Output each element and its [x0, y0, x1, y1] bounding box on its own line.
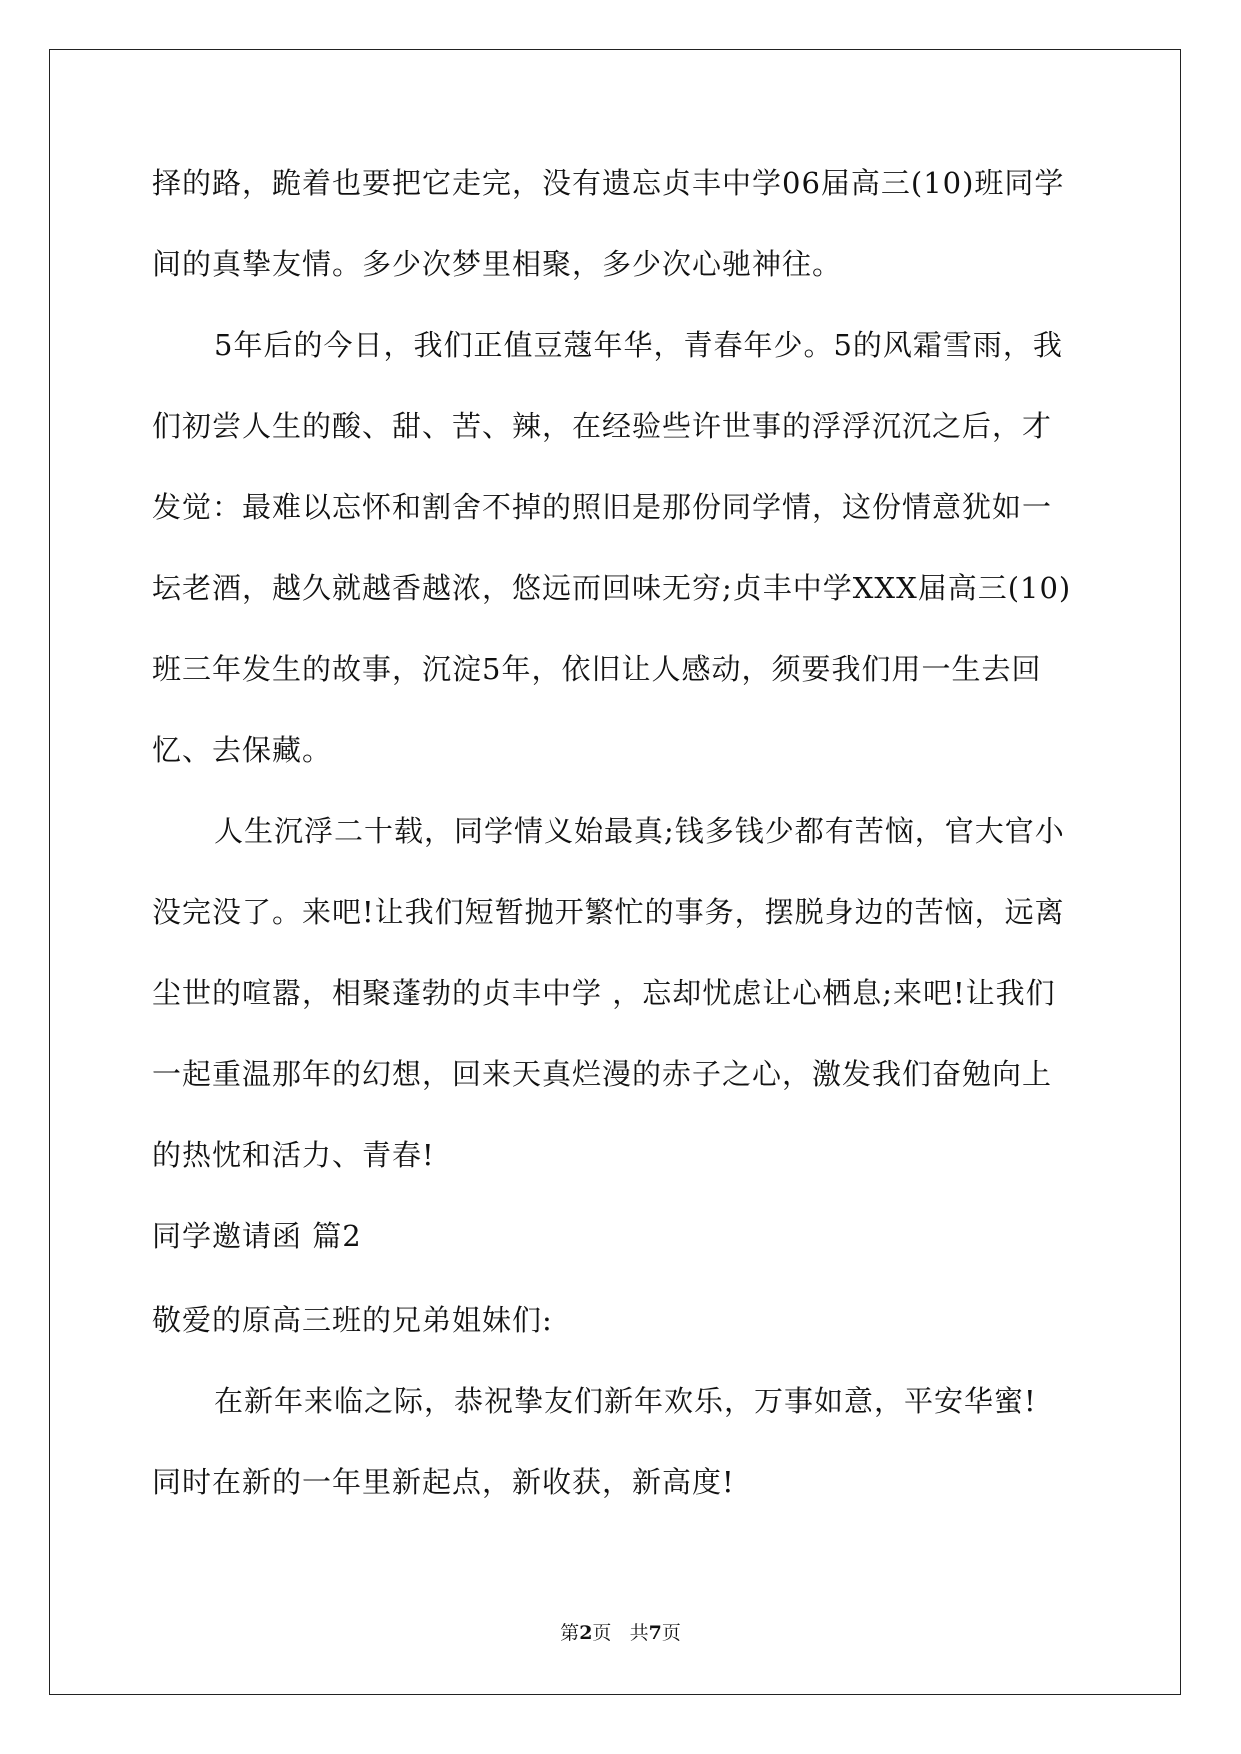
body-line: 间的真挚友情。多少次梦里相聚，多少次心驰神往。 — [152, 247, 843, 281]
body-line: 忆、去保藏。 — [152, 733, 333, 767]
document-body — [152, 163, 1092, 1543]
footer-total-pages: 7 — [648, 1622, 662, 1644]
footer-page-suffix: 页 — [592, 1622, 612, 1644]
paragraph-start-line: 在新年来临之际，恭祝挚友们新年欢乐，万事如意，平安华蜜! — [214, 1384, 1037, 1418]
body-line: 尘世的喧嚣，相聚蓬勃的贞丰中学 ，忘却忧虑让心栖息;来吧!让我们 — [152, 976, 1056, 1010]
body-line: 同时在新的一年里新起点，新收获，新高度! — [152, 1465, 735, 1499]
body-line: 择的路，跪着也要把它走完，没有遗忘贞丰中学06届高三(10)班同学 — [152, 166, 1065, 200]
body-line: 班三年发生的故事，沉淀5年，依旧让人感动，须要我们用一生去回 — [152, 652, 1042, 686]
footer-page-number: 2 — [579, 1622, 593, 1644]
footer-total-suffix: 页 — [661, 1622, 681, 1644]
paragraph-start-line: 5年后的今日，我们正值豆蔻年华，青春年少。5的风霜雪雨，我 — [214, 328, 1063, 362]
body-line: 一起重温那年的幻想，回来天真烂漫的赤子之心，激发我们奋勉向上 — [152, 1057, 1053, 1091]
section-heading: 同学邀请函 篇2 — [152, 1219, 362, 1253]
body-line: 们初尝人生的酸、甜、苦、辣，在经验些许世事的浮浮沉沉之后，才 — [152, 409, 1053, 443]
body-line: 没完没了。来吧!让我们短暂抛开繁忙的事务，摆脱身边的苦恼，远离 — [152, 895, 1065, 929]
footer-page-prefix: 第 — [560, 1622, 580, 1644]
body-line: 发觉：最难以忘怀和割舍不掉的照旧是那份同学情，这份情意犹如一 — [152, 490, 1053, 524]
page-footer — [0, 1618, 1241, 1645]
paragraph-start-line: 人生沉浮二十载，同学情义始最真;钱多钱少都有苦恼，官大官小 — [214, 814, 1065, 848]
body-line: 坛老酒，越久就越香越浓，悠远而回味无穷;贞丰中学XXX届高三(10) — [152, 571, 1072, 605]
body-line: 的热忱和活力、青春! — [152, 1138, 435, 1172]
footer-total-prefix: 共 — [629, 1622, 649, 1644]
salutation-line: 敬爱的原高三班的兄弟姐妹们: — [152, 1303, 553, 1337]
